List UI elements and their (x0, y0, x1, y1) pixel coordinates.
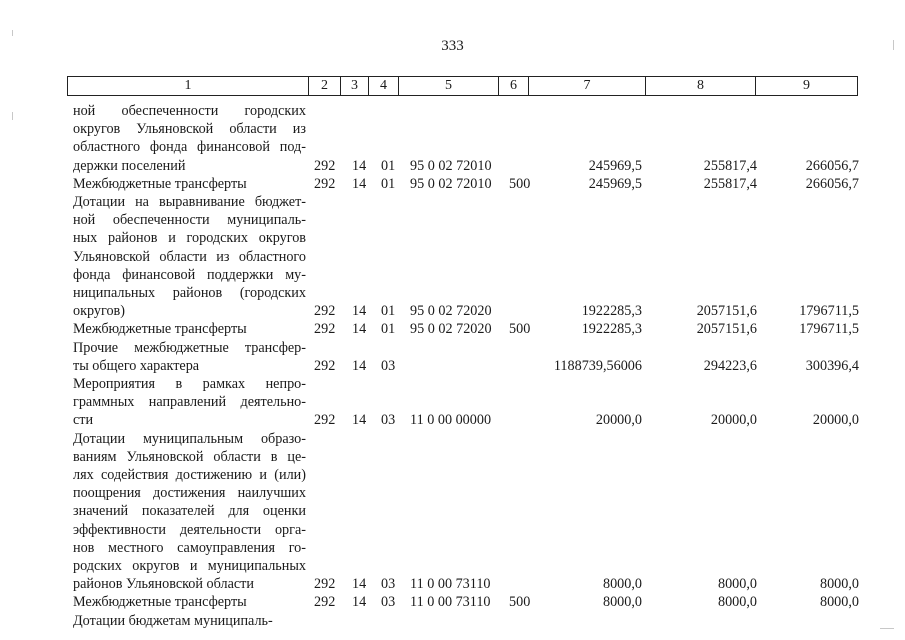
cell-col-5: 95 0 02 72010 (410, 157, 492, 174)
cell-col-8: 255817,4 (703, 175, 757, 192)
cell-col-5: 11 0 00 73110 (410, 576, 491, 593)
header-col-8: 8 (646, 76, 756, 96)
cell-col-3: 14 (352, 303, 367, 320)
description-line: родских округов и муниципальных (73, 557, 306, 574)
cell-col-9: 8000,0 (819, 576, 859, 593)
description-line: Межбюджетные трансферты (73, 175, 247, 192)
cell-col-2: 292 (314, 157, 336, 174)
description-line: областного фонда финансовой под- (73, 139, 306, 156)
header-col-4: 4 (369, 76, 399, 96)
cell-col-3: 14 (352, 576, 367, 593)
header-col-3: 3 (341, 76, 369, 96)
cell-col-6: 500 (509, 175, 531, 192)
cell-col-4: 03 (381, 594, 396, 611)
cell-col-3: 14 (352, 175, 367, 192)
cell-col-4: 01 (381, 303, 396, 320)
cell-col-5: 95 0 02 72010 (410, 175, 492, 192)
cell-col-5: 95 0 02 72020 (410, 321, 492, 338)
description-line: Дотации на выравнивание бюджет- (73, 194, 306, 210)
cell-col-3: 14 (352, 157, 367, 174)
description-line: значений показателей для оценки (73, 503, 306, 520)
cell-col-7: 8000,0 (602, 594, 642, 611)
header-col-7: 7 (529, 76, 646, 96)
scan-artifact (893, 40, 894, 50)
cell-col-5: 95 0 02 72020 (410, 303, 492, 320)
cell-col-4: 01 (381, 175, 396, 192)
description-line: Межбюджетные трансферты (73, 594, 247, 611)
row-description (73, 375, 306, 430)
cell-col-2: 292 (314, 175, 336, 192)
cell-col-4: 01 (381, 321, 396, 338)
header-col-2: 2 (309, 76, 341, 96)
description-line: ниципальных районов (городских (73, 284, 306, 301)
cell-col-5: 11 0 00 73110 (410, 594, 491, 611)
cell-col-7: 20000,0 (595, 412, 642, 429)
header-col-6: 6 (499, 76, 529, 96)
scan-artifact (12, 112, 13, 120)
cell-col-2: 292 (314, 412, 336, 429)
cell-col-6: 500 (509, 321, 531, 338)
cell-col-8: 255817,4 (703, 157, 757, 174)
cell-col-3: 14 (352, 412, 367, 429)
scan-artifact (880, 628, 894, 629)
description-line: лях содействия достижению и (или) (73, 466, 306, 483)
cell-col-4: 03 (381, 576, 396, 593)
cell-col-2: 292 (314, 321, 336, 338)
cell-col-8: 2057151,6 (696, 321, 757, 338)
description-line: Ульяновской области из областного (73, 248, 306, 265)
row-description (73, 102, 306, 175)
description-line: держки поселений (73, 157, 186, 174)
description-line: фонда финансовой поддержки му- (73, 266, 306, 283)
cell-col-8: 8000,0 (717, 594, 757, 611)
cell-col-4: 03 (381, 357, 396, 374)
description-line: Дотации муниципальным образо- (73, 430, 306, 447)
cell-col-3: 14 (352, 321, 367, 338)
cell-col-3: 14 (352, 594, 367, 611)
description-line: поощрения достижения наилучших (73, 485, 306, 502)
cell-col-9: 1796711,5 (799, 321, 859, 338)
header-col-5: 5 (399, 76, 499, 96)
cell-col-7: 1922285,3 (581, 321, 642, 338)
cell-col-9: 8000,0 (819, 594, 859, 611)
cell-col-2: 292 (314, 303, 336, 320)
cell-col-7: 1922285,3 (581, 303, 642, 320)
cell-col-5: 11 0 00 00000 (410, 412, 492, 429)
cell-col-9: 20000,0 (812, 412, 859, 429)
cell-col-4: 01 (381, 157, 396, 174)
description-line: Дотации бюджетам муниципаль- (73, 612, 273, 629)
header-col-1: 1 (67, 76, 309, 96)
description-line: нов местного самоуправления го- (73, 539, 306, 556)
cell-col-2: 292 (314, 594, 336, 611)
cell-col-9: 266056,7 (805, 157, 859, 174)
cell-col-3: 14 (352, 357, 367, 374)
page-number: 333 (441, 38, 464, 54)
row-description (73, 175, 306, 193)
header-col-9: 9 (756, 76, 858, 96)
description-line: ты общего характера (73, 357, 200, 374)
description-line: эффективности деятельности орга- (73, 521, 306, 538)
row-description (73, 612, 306, 630)
description-line: Межбюджетные трансферты (73, 321, 247, 338)
cell-col-7: 245969,5 (588, 175, 642, 192)
description-line: сти (73, 412, 94, 429)
cell-col-6: 500 (509, 594, 531, 611)
cell-col-8: 20000,0 (710, 412, 757, 429)
cell-col-9: 1796711,5 (799, 303, 859, 320)
description-line: ной обеспеченности городских (73, 103, 306, 119)
description-line: районов Ульяновской области (73, 576, 254, 593)
row-description (73, 430, 306, 594)
description-line: ной обеспеченности муниципаль- (73, 212, 306, 229)
scan-artifact (12, 30, 13, 36)
cell-col-7: 245969,5 (588, 157, 642, 174)
description-line: Прочие межбюджетные трансфер- (73, 339, 306, 356)
cell-col-9: 266056,7 (805, 175, 859, 192)
description-line: граммных направлений деятельно- (73, 394, 306, 411)
description-line: ваниям Ульяновской области в це- (73, 448, 306, 465)
row-description (73, 593, 306, 611)
description-line: ных районов и городских округов (73, 230, 306, 247)
description-line: округов Ульяновской области из (73, 121, 306, 138)
row-description (73, 193, 306, 320)
cell-col-2: 292 (314, 357, 336, 374)
cell-col-9: 300396,4 (805, 357, 859, 374)
cell-col-8: 8000,0 (717, 576, 757, 593)
cell-col-8: 2057151,6 (696, 303, 757, 320)
cell-col-2: 292 (314, 576, 336, 593)
cell-col-4: 03 (381, 412, 396, 429)
cell-col-8: 294223,6 (703, 357, 757, 374)
cell-col-7: 8000,0 (602, 576, 642, 593)
row-description (73, 320, 306, 338)
row-description (73, 339, 306, 375)
description-line: Мероприятия в рамках непро- (73, 376, 306, 392)
cell-col-7: 1188739,56006 (553, 357, 642, 374)
description-line: округов) (73, 303, 125, 320)
